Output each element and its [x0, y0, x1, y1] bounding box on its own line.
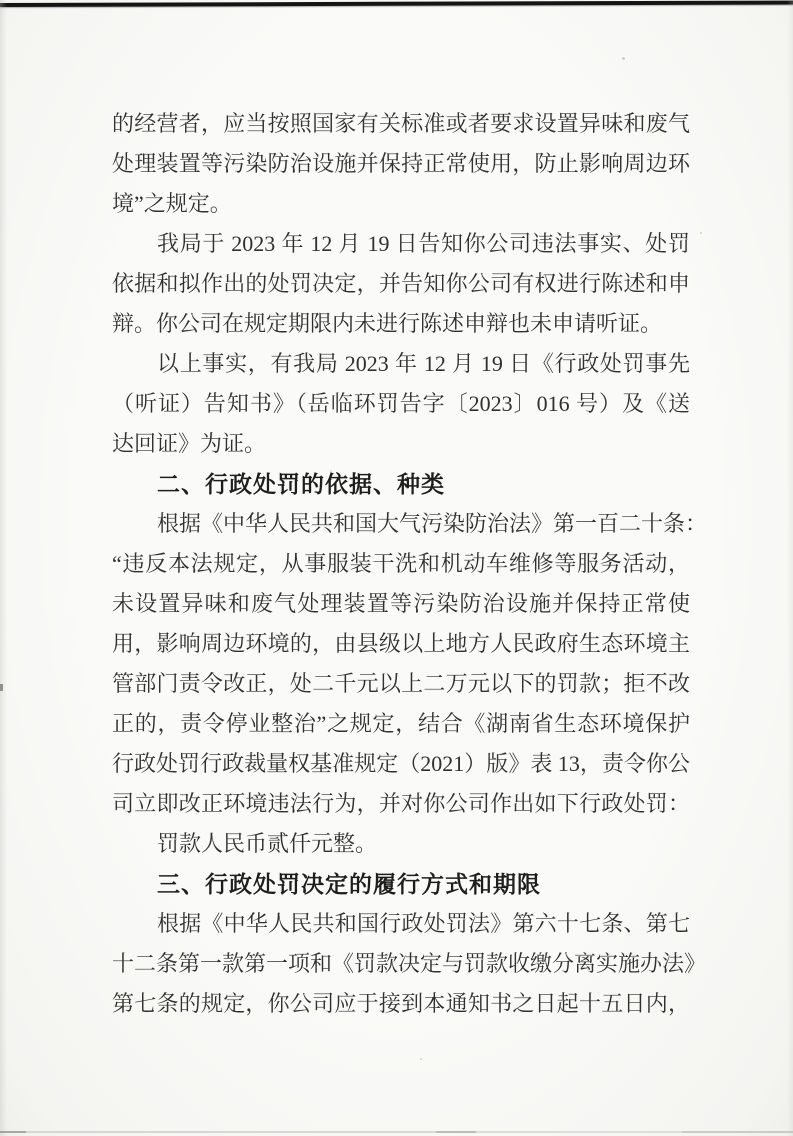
document-line: 用，影响周边环境的，由县级以上地方人民政府生态环境主 [112, 631, 690, 656]
document-line: （听证）告知书》（岳临环罚告字〔2023〕016 号）及《送 [112, 391, 690, 416]
section-heading: 二、行政处罚的依据、种类 [157, 471, 445, 497]
scan-speck [622, 57, 625, 60]
document-line: 根据《中华人民共和国行政处罚法》第六十七条、第七 [157, 911, 690, 936]
document-line: 第七条的规定，你公司应于接到本通知书之日起十五日内， [112, 991, 690, 1016]
document-line: 行政处罚行政裁量权基准规定（2021）版》表 13，责令你公 [112, 751, 690, 776]
section-heading: 三、行政处罚决定的履行方式和期限 [157, 871, 541, 897]
scan-speck [420, 1058, 422, 1060]
document-line: 根据《中华人民共和国大气污染防治法》第一百二十条： [157, 511, 708, 536]
document-line: 辩。你公司在规定期限内未进行陈述申辩也未申请听证。 [112, 311, 663, 336]
scan-edge-bottom [0, 1131, 793, 1133]
scan-edge-right [787, 0, 793, 1136]
scan-edge-left [0, 0, 7, 1136]
document-line: 司立即改正环境违法行为，并对你公司作出如下行政处罚： [112, 791, 690, 816]
document-body [112, 104, 708, 1024]
scan-speck [700, 232, 702, 234]
document-line: 管部门责令改正，处二千元以上二万元以下的罚款；拒不改 [112, 671, 690, 696]
document-line: 罚款人民币贰仟元整。 [157, 831, 378, 856]
document-line: 境”之规定。 [112, 191, 232, 216]
document-line: 处理装置等污染防治设施并保持正常使用，防止影响周边环 [112, 151, 690, 176]
document-line: “违反本法规定，从事服装干洗和机动车维修等服务活动， [112, 551, 690, 576]
scan-edge-top [0, 0, 793, 7]
document-line: 正的，责令停业整治”之规定，结合《湖南省生态环境保护 [112, 711, 690, 736]
document-line: 以上事实，有我局 2023 年 12 月 19 日《行政处罚事先 [157, 351, 690, 376]
document-line: 未设置异味和废气处理装置等污染防治设施并保持正常使 [112, 591, 690, 616]
document-line: 十二条第一款第一项和《罚款决定与罚款收缴分离实施办法》 [112, 951, 707, 976]
document-line: 的经营者，应当按照国家有关标准或者要求设置异味和废气 [112, 111, 690, 136]
document-line: 依据和拟作出的处罚决定，并告知你公司有权进行陈述和申 [112, 271, 690, 296]
document-line: 达回证》为证。 [112, 431, 267, 456]
document-line: 我局于 2023 年 12 月 19 日告知你公司违法事实、处罚 [157, 231, 690, 256]
scan-artifact-mark [0, 684, 3, 691]
